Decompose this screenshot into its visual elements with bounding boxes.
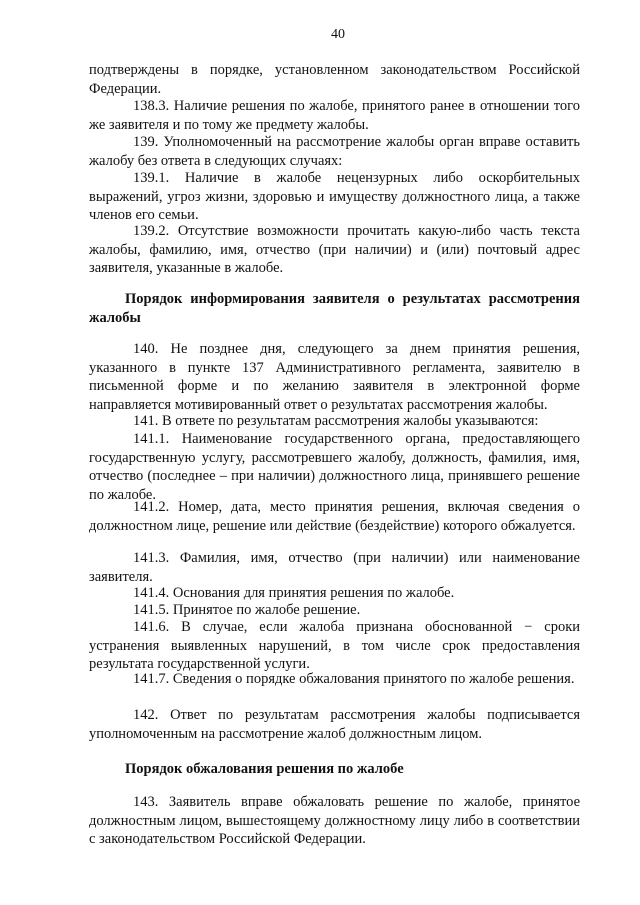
paragraph-141-6: 141.6. В случае, если жалоба признана обоснованной − сроки устранения выявленных нарушений, в том числе срок предоставления результата государственной услуги.	[89, 619, 580, 672]
paragraph-141-7: 141.7. Сведения о порядке обжалования принятого по жалобе решения.	[133, 671, 575, 687]
paragraph-142: 142. Ответ по результатам рассмотрения жалобы подписывается уполномоченным на рассмотрение жалоб должностным лицом.	[89, 707, 580, 742]
paragraph-139-2: 139.2. Отсутствие возможности прочитать какую-либо часть текста жалобы, фамилию, имя, отчество (при наличии) и (или) почтовый адрес заявителя, указанные в жалобе.	[89, 223, 580, 276]
page-number: 40	[331, 27, 345, 42]
paragraph-141-4: 141.4. Основания для принятия решения по жалобе.	[133, 585, 455, 601]
paragraph-141-5: 141.5. Принятое по жалобе решение.	[133, 602, 361, 618]
paragraph-continuation: подтверждены в порядке, установленном законодательством Российской Федерации.	[89, 62, 580, 97]
section-heading-informing: Порядок информирования заявителя о результатах рассмотрения жалобы	[89, 291, 580, 326]
paragraph-139-1: 139.1. Наличие в жалобе нецензурных либо оскорбительных выражений, угроз жизни, здоровью и имуществу должностного лица, а также членов его семьи.	[89, 170, 580, 223]
paragraph-141-1: 141.1. Наименование государственного органа, предоставляющего государственную услугу, рассмотревшего жалобу, должность, фамилия, имя, отчество (последнее – при наличии) должностного лица, принявшего решение по жалобе.	[89, 431, 580, 503]
paragraph-138-3: 138.3. Наличие решения по жалобе, принятого ранее в отношении того же заявителя и по тому же предмету жалобы.	[89, 98, 580, 133]
paragraph-141-3: 141.3. Фамилия, имя, отчество (при наличии) или наименование заявителя.	[89, 550, 580, 585]
paragraph-143: 143. Заявитель вправе обжаловать решение по жалобе, принятое должностным лицом, вышестоящему должностному лицу либо в соответствии с законодательством Российской Федерации.	[89, 794, 580, 847]
section-heading-appeal: Порядок обжалования решения по жалобе	[125, 761, 404, 777]
paragraph-141-2: 141.2. Номер, дата, место принятия решения, включая сведения о должностном лице, решение или действие (бездействие) которого обжалуется.	[89, 499, 580, 534]
paragraph-140: 140. Не позднее дня, следующего за днем принятия решения, указанного в пункте 137 Административного регламента, заявителю в письменной форме и по желанию заявителя в электронной форме направляется мотивированный ответ о результатах рассмотрения жалобы.	[89, 341, 580, 413]
paragraph-139: 139. Уполномоченный на рассмотрение жалобы орган вправе оставить жалобу без ответа в следующих случаях:	[89, 134, 580, 169]
paragraph-141: 141. В ответе по результатам рассмотрения жалобы указываются:	[133, 413, 539, 429]
